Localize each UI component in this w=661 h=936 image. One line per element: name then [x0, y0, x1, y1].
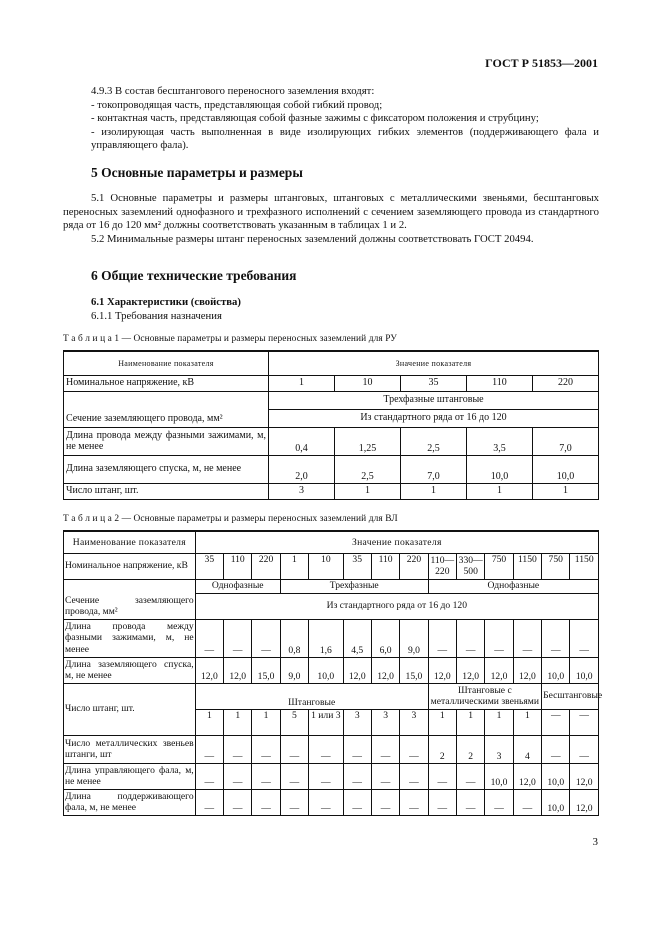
cell: Из стандартного ряда от 16 до 120 [269, 409, 599, 427]
row-label: Число штанг, шт. [64, 483, 269, 499]
list-item: - изолирующая часть выполненная в виде изолирующих гибких элементов (поддерживающего фала и управляющего фала). [91, 125, 599, 152]
table-row [64, 619, 599, 657]
cell: 3 [485, 735, 513, 763]
table-row [64, 789, 599, 815]
cell: — [542, 619, 570, 657]
header-cell: Наименование показателя [64, 531, 196, 553]
cell: 10,0 [570, 657, 599, 683]
header-cell: Значение показателя [269, 351, 599, 375]
cell: 110 [467, 375, 533, 391]
section-5-body [63, 192, 599, 246]
cell: — [343, 735, 371, 763]
cell: 10 [335, 375, 401, 391]
cell: 4 [513, 735, 541, 763]
cell: 15,0 [252, 657, 280, 683]
cell: 1 [456, 709, 484, 735]
cell: 0,4 [269, 427, 335, 455]
cell: 35 [401, 375, 467, 391]
cell: 3,5 [467, 427, 533, 455]
cell: — [456, 763, 484, 789]
cell: 10,0 [533, 455, 599, 483]
cell: 1 [533, 483, 599, 499]
cell: — [400, 763, 428, 789]
cell: — [485, 619, 513, 657]
cell: — [371, 763, 399, 789]
table2-caption: Т а б л и ц а 2 — Основные параметры и размеры переносных заземлений для ВЛ [63, 514, 398, 524]
clause-6-1-1: 6.1.1 Требования назначения [91, 310, 222, 322]
table-row [64, 763, 599, 789]
cell: 1,6 [309, 619, 343, 657]
section-6-title: 6 Общие технические требования [91, 268, 297, 283]
cell: 12,0 [224, 657, 252, 683]
cell: — [224, 789, 252, 815]
row-label: Длина управляющего фала, м, не менее [65, 764, 194, 787]
cell: 12,0 [570, 789, 599, 815]
cell: — [456, 619, 484, 657]
cell: 110 [371, 553, 399, 579]
cell: 12,0 [570, 763, 599, 789]
cell: — [195, 619, 223, 657]
cell: 2,0 [269, 455, 335, 483]
cell: — [542, 735, 570, 763]
cell: — [343, 789, 371, 815]
cell: 12,0 [513, 657, 541, 683]
page-number: 3 [592, 836, 598, 848]
table-row [64, 427, 599, 455]
cell: 12,0 [195, 657, 223, 683]
cell: — [224, 735, 252, 763]
clause-4-9-3 [63, 85, 599, 153]
row-label: Длина провода между фазными зажимами, м, не менее [64, 427, 269, 455]
cell: 6,0 [371, 619, 399, 657]
section-5-title: 5 Основные параметры и размеры [91, 165, 303, 180]
cell: 3 [371, 709, 399, 735]
cell: 10,0 [467, 455, 533, 483]
table-row [64, 735, 599, 763]
cell: — [485, 789, 513, 815]
cell: — [513, 789, 541, 815]
cell: — [309, 763, 343, 789]
clause-5-1: 5.1 Основные параметры и размеры штанговых, штанговых с металлическими звеньями, бесштанговых переносных заземлений однофазного и трехфазного исполнений с сечением заземляющего провода из стандартного ряда от 16 до 120 мм² должны соответствовать указанным в таблицах 1 и 2. [63, 192, 599, 232]
cell: 220 [533, 375, 599, 391]
cell: 750 [542, 553, 570, 579]
cell: 4,5 [343, 619, 371, 657]
cell: 1 [335, 483, 401, 499]
cell: — [428, 763, 456, 789]
table-1 [63, 350, 599, 500]
cell: — [195, 735, 223, 763]
group-header: Однофазные [428, 579, 598, 593]
cell: 2 [456, 735, 484, 763]
cell: 12,0 [371, 657, 399, 683]
cell: — [252, 763, 280, 789]
document-header: ГОСТ Р 51853—2001 [485, 56, 598, 70]
cell: 7,0 [401, 455, 467, 483]
header-cell: Значение показателя [195, 531, 598, 553]
cell: 35 [195, 553, 223, 579]
cell: 3 [343, 709, 371, 735]
cell: 5 [280, 709, 308, 735]
row-label: Длина поддерживающего фала, м, не менее [65, 790, 194, 813]
subsection-6-1: 6.1 Характеристики (свойства) [91, 296, 241, 308]
cell: — [542, 709, 570, 735]
cell: 10,0 [542, 657, 570, 683]
cell: 3 [400, 709, 428, 735]
cell: — [570, 619, 599, 657]
cell: — [570, 709, 599, 735]
cell: — [343, 763, 371, 789]
cell: — [224, 619, 252, 657]
cell: 1 [195, 709, 223, 735]
group-header: Штанговые с металлическими звеньями [428, 683, 541, 709]
cell: 1 [224, 709, 252, 735]
group-header: Бесштанговые [542, 683, 599, 709]
cell: 1 [252, 709, 280, 735]
cell: — [456, 789, 484, 815]
cell: — [280, 789, 308, 815]
row-label: Число металлических звеньев штанги, шт [64, 735, 196, 763]
table-row [64, 553, 599, 579]
table-row [64, 391, 599, 409]
cell: — [195, 763, 223, 789]
table1-caption: Т а б л и ц а 1 — Основные параметры и размеры переносных заземлений для РУ [63, 334, 398, 344]
cell: 2,5 [401, 427, 467, 455]
header-cell: Наименование показателя [64, 351, 269, 375]
list-item: - контактная часть, представляющая собой фазные зажимы с фиксатором положения и струбцину; [91, 112, 539, 125]
list-item: - токопроводящая часть, представляющая собой гибкий провод; [91, 98, 383, 111]
table-row [64, 351, 599, 375]
row-label: Сечение заземляющего провода, мм² [64, 391, 269, 427]
group-header: Штанговые [195, 683, 428, 709]
cell: 2,5 [335, 455, 401, 483]
group-header: Однофазные [195, 579, 280, 593]
cell: 1,25 [335, 427, 401, 455]
row-label: Длина заземляющего спуска, м, не менее [65, 658, 194, 681]
cell: 750 [485, 553, 513, 579]
cell: 12,0 [343, 657, 371, 683]
cell: 10 [309, 553, 343, 579]
cell: 10,0 [309, 657, 343, 683]
row-label: Длина провода между фазными зажимами, м, не менее [64, 619, 196, 657]
clause-5-2: 5.2 Минимальные размеры штанг переносных заземлений должны соответствовать ГОСТ 20494. [91, 232, 534, 245]
cell: 35 [343, 553, 371, 579]
cell: — [224, 763, 252, 789]
cell: 9,0 [280, 657, 308, 683]
cell: — [252, 735, 280, 763]
cell: 3 [269, 483, 335, 499]
cell: 10,0 [542, 763, 570, 789]
cell: 220 [400, 553, 428, 579]
table-row [64, 375, 599, 391]
row-label: Номинальное напряжение, кВ [64, 375, 269, 391]
cell: — [570, 735, 599, 763]
cell: — [252, 789, 280, 815]
clause-lead: 4.9.3 В состав бесштангового переносного заземления входят: [91, 85, 375, 97]
cell: — [309, 735, 343, 763]
cell: 220 [252, 553, 280, 579]
cell: 7,0 [533, 427, 599, 455]
cell: 2 [428, 735, 456, 763]
cell: 1 [485, 709, 513, 735]
cell: 110—220 [428, 553, 456, 579]
cell: — [280, 763, 308, 789]
cell: 10,0 [485, 763, 513, 789]
group-header: Трехфазные [280, 579, 428, 593]
row-label: Число штанг, шт. [64, 683, 196, 735]
table-row [64, 483, 599, 499]
cell: 1 [428, 709, 456, 735]
cell: 1 [401, 483, 467, 499]
cell: 110 [224, 553, 252, 579]
cell: 12,0 [456, 657, 484, 683]
table-2 [63, 530, 603, 816]
row-label: Сечение заземляющего провода, мм² [64, 579, 196, 619]
cell: — [400, 789, 428, 815]
cell: 12,0 [513, 763, 541, 789]
table-row [64, 455, 599, 483]
cell: — [371, 735, 399, 763]
table-row [64, 531, 599, 553]
cell: 0,8 [280, 619, 308, 657]
cell: — [309, 789, 343, 815]
cell: 9,0 [400, 619, 428, 657]
cell: 1 или 3 [309, 709, 343, 735]
cell: — [428, 789, 456, 815]
cell: — [513, 619, 541, 657]
cell: — [428, 619, 456, 657]
cell: 330—500 [456, 553, 484, 579]
cell: 1150 [570, 553, 599, 579]
cell: 15,0 [400, 657, 428, 683]
cell: 10,0 [542, 789, 570, 815]
table-row [64, 579, 599, 593]
table-row [64, 683, 599, 709]
cell: 1 [467, 483, 533, 499]
cell: — [195, 789, 223, 815]
cell: — [400, 735, 428, 763]
cell: 1 [280, 553, 308, 579]
row-label: Номинальное напряжение, кВ [64, 553, 196, 579]
cell: 12,0 [485, 657, 513, 683]
cell: Из стандартного ряда от 16 до 120 [195, 593, 598, 619]
row-label: Длина заземляющего спуска, м, не менее [64, 455, 269, 483]
cell: — [371, 789, 399, 815]
cell: Трехфазные штанговые [269, 391, 599, 409]
table-row [64, 657, 599, 683]
cell: 1150 [513, 553, 541, 579]
cell: — [280, 735, 308, 763]
cell: — [252, 619, 280, 657]
cell: 12,0 [428, 657, 456, 683]
cell: 1 [269, 375, 335, 391]
cell: 1 [513, 709, 541, 735]
